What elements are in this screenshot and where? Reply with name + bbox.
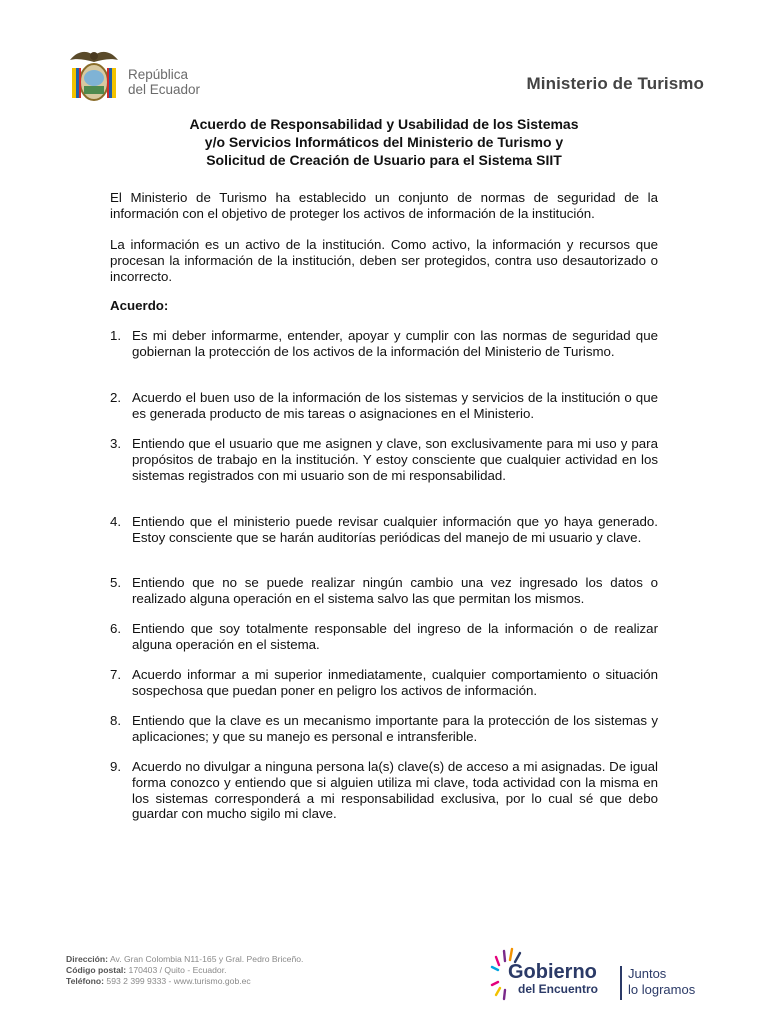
gobierno-line2: del Encuentro [518, 982, 599, 996]
postal-label: Código postal: [66, 965, 127, 976]
agreement-item-8 [110, 713, 658, 745]
item-number: 5. [110, 575, 122, 590]
agreement-item-9 [110, 759, 658, 822]
agreement-label: Acuerdo: [110, 298, 169, 313]
item-text: Acuerdo no divulgar a ninguna persona la(s) clave(s) de acceso a mi asignadas. De igual forma conozco y entiendo que si alguien utiliza mi clave, toda actividad con la misma en los sistemas corresponderá a mi responsabilidad exclusiva, por lo cual sé que debo guardar con mucho sigilo mi clave. [132, 759, 658, 822]
item-number: 4. [110, 514, 122, 529]
footer-divider [620, 966, 622, 1000]
title-line1: Acuerdo de Responsabilidad y Usabilidad de los Sistemas [189, 116, 579, 132]
ministry-name: Ministerio de Turismo [526, 74, 704, 93]
intro-paragraph-1: El Ministerio de Turismo ha establecido un conjunto de normas de seguridad de la información con el objetivo de proteger los activos de información de la institución. [110, 190, 658, 221]
agreement-item-5 [110, 575, 658, 607]
item-number: 1. [110, 328, 122, 343]
item-text: Acuerdo el buen uso de la información de los sistemas y servicios de la institución o que es generada producto de mis tareas o asignaciones en el Ministerio. [132, 390, 658, 421]
footer-postal-line [66, 965, 303, 976]
document-title [60, 115, 708, 169]
item-number: 8. [110, 713, 122, 728]
republic-line2: del Ecuador [128, 82, 201, 97]
agreement-item-4 [110, 514, 658, 546]
item-text: Es mi deber informarme, entender, apoyar y cumplir con las normas de seguridad que gobiernan la protección de los activos de la información del Ministerio de Turismo. [132, 328, 658, 359]
item-text: Entiendo que la clave es un mecanismo importante para la protección de los sistemas y aplicaciones; y que su manejo es personal e intransferible. [132, 713, 658, 744]
title-line3: Solicitud de Creación de Usuario para el Sistema SIIT [206, 152, 562, 168]
agreement-item-3 [110, 436, 658, 483]
item-text: Entiendo que soy totalmente responsable del ingreso de la información o de realizar alguna operación en el sistema. [132, 621, 658, 652]
republic-name [128, 67, 200, 97]
gobierno-wordmark [508, 962, 598, 996]
item-text: Entiendo que el ministerio puede revisar cualquier información que yo haya generado. Estoy consciente que se harán auditorías periódicas del manejo de mi usuario y clave. [132, 514, 658, 545]
address-value: Av. Gran Colombia N11-165 y Gral. Pedro Briceño. [109, 954, 304, 964]
slogan [628, 966, 695, 998]
phone-value: 593 2 399 9333 - www.turismo.gob.ec [106, 976, 251, 987]
gobierno-line1: Gobierno [508, 961, 597, 983]
ecuador-coat-of-arms-icon [66, 46, 122, 106]
republic-line1: República [128, 67, 189, 82]
slogan-line1: Juntos [628, 966, 667, 981]
address-label: Dirección: [66, 954, 109, 964]
title-line2: y/o Servicios Informáticos del Ministerio de Turismo y [204, 134, 564, 150]
agreement-item-6 [110, 621, 658, 653]
item-number: 9. [110, 759, 122, 774]
item-number: 3. [110, 436, 122, 451]
footer-address-line [66, 954, 303, 965]
item-number: 6. [110, 621, 122, 636]
agreement-item-2 [110, 390, 658, 422]
item-number: 7. [110, 667, 122, 682]
item-text: Entiendo que no se puede realizar ningún cambio una vez ingresado los datos o realizado alguna operación en el sistema salvo las que permitan los mismos. [132, 575, 658, 606]
footer-contact-info [66, 954, 303, 988]
agreement-item-1 [110, 328, 658, 360]
item-text: Acuerdo informar a mi superior inmediatamente, cualquier comportamiento o situación sospechosa que puedan poner en peligro los activos de información. [132, 667, 658, 698]
item-text: Entiendo que el usuario que me asignen y clave, son exclusivamente para mi uso y para propósitos de trabajo en la institución. Y estoy consciente que cualquier actividad en los sistemas registrados con mi usuario son de mi responsabilidad. [132, 436, 658, 483]
footer-phone-line [66, 976, 303, 987]
phone-label: Teléfono: [66, 976, 105, 987]
item-number: 2. [110, 390, 122, 405]
agreement-item-7 [110, 667, 658, 699]
intro-paragraph-2: La información es un activo de la institución. Como activo, la información y recursos que procesan la información de la institución, deben ser protegidos, contra uso desautorizado o incorrecto. [110, 237, 658, 284]
slogan-line2: lo logramos [628, 982, 696, 997]
postal-value: 170403 / Quito - Ecuador. [128, 965, 227, 976]
